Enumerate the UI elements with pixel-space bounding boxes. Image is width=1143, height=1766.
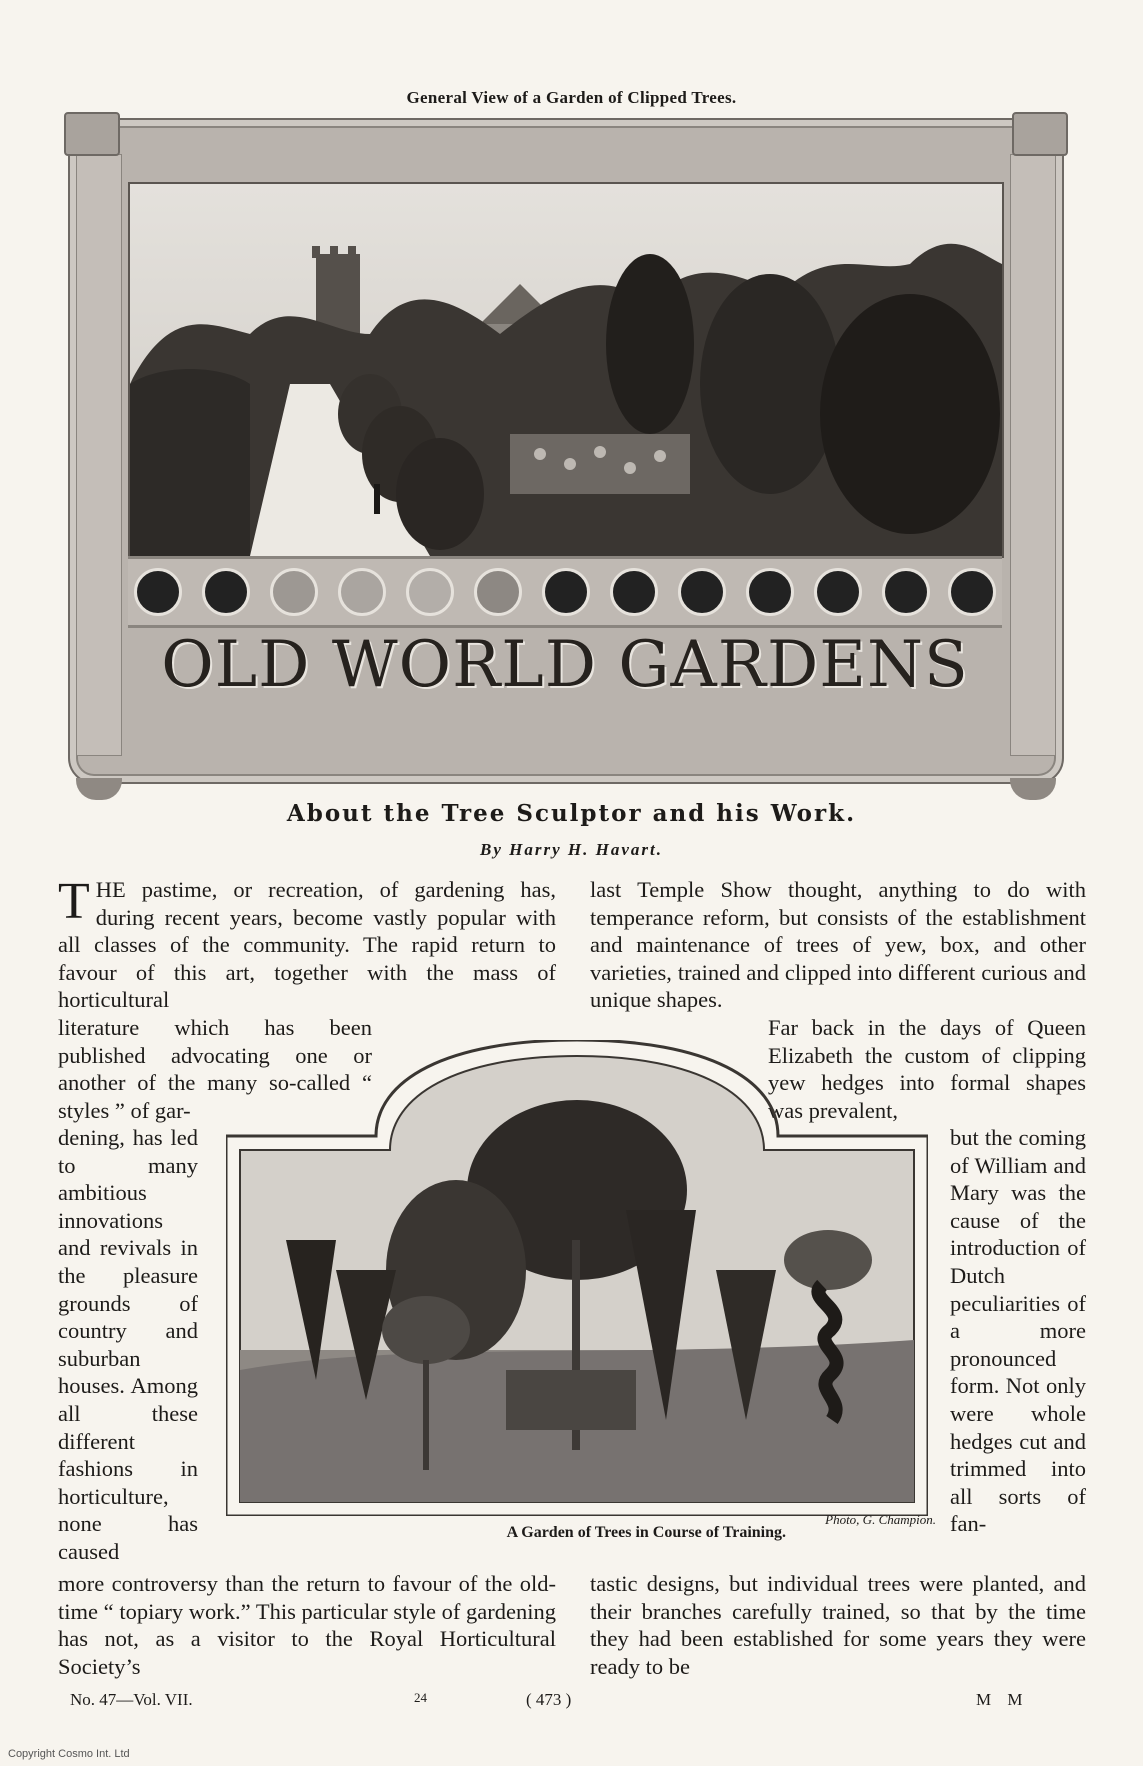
left-pillar bbox=[76, 154, 122, 756]
right-pillar-cap bbox=[1012, 112, 1068, 156]
text-block-top-right: last Temple Show thought, anything to do with temperance reform, but consists of the establishment and maintenance of trees of yew, box, and other varieties, trained and clipped into different curious and unique shapes. bbox=[590, 877, 1086, 1013]
rail-ring bbox=[678, 568, 726, 616]
left-pillar-cap bbox=[64, 112, 120, 156]
rail-ring bbox=[542, 568, 590, 616]
page-number: ( 473 ) bbox=[526, 1690, 572, 1709]
text-block-top-left bbox=[58, 873, 556, 1014]
text-block-narrow-left: dening, has led to many ambitious innovations and revivals in the pleasure grounds of country and suburban houses. Among all these different fashions in horticulture, none has caused bbox=[58, 1125, 198, 1564]
rail-ring bbox=[474, 568, 522, 616]
article-byline: By Harry H. Havart. bbox=[480, 840, 663, 859]
printer-signature: M M bbox=[976, 1690, 1029, 1709]
balustrade-rail bbox=[128, 556, 1002, 628]
text-block-mid-right: Far back in the days of Queen Elizabeth the custom of clipping yew hedges into formal shapes was prevalent, bbox=[768, 1015, 1086, 1123]
article-subtitle: About the Tree Sculptor and his Work. bbox=[286, 800, 857, 827]
garden-overview-photo bbox=[128, 182, 1004, 558]
signature-number: 24 bbox=[414, 1690, 427, 1705]
rail-ring bbox=[814, 568, 862, 616]
rail-ring bbox=[270, 568, 318, 616]
left-pillar-foot bbox=[76, 778, 122, 800]
banner-title: OLD WORLD GARDENS bbox=[161, 628, 969, 702]
rail-ring bbox=[948, 568, 996, 616]
rail-ring bbox=[746, 568, 794, 616]
rail-ring bbox=[202, 568, 250, 616]
banner-frame bbox=[68, 118, 1064, 784]
rail-ring bbox=[610, 568, 658, 616]
paragraph-intro: HE pastime, or recreation, of gardening has, during recent years, become vastly popular with all classes of the community. The rapid return to favour of this art, together with the mass of horticultural bbox=[58, 877, 556, 1013]
text-block-mid-left: literature which has been published advocating one or another of the many so-called “ styles ” of gar- bbox=[58, 1015, 372, 1123]
text-block-narrow-right: but the coming of William and Mary was the cause of the introduction of Dutch peculiarities of a more pronounced form. Not only were whole hedges cut and trimmed into all sorts of fan- bbox=[950, 1125, 1086, 1537]
rail-ring bbox=[134, 568, 182, 616]
copyright-watermark: Copyright Cosmo Int. Ltd bbox=[8, 1748, 130, 1760]
text-block-bottom-right: tastic designs, but individual trees were planted, and their branches carefully trained, so that by the time they had been established for some years they were ready to be bbox=[590, 1571, 1086, 1679]
topiary-training-photo bbox=[226, 1040, 928, 1516]
page-footer bbox=[0, 1690, 1143, 1714]
text-block-bottom-left: more controversy than the return to favour of the old-time “ topiary work.” This particular style of gardening has not, as a visitor to the Royal Horticultural Society’s bbox=[58, 1571, 556, 1679]
rail-ring bbox=[882, 568, 930, 616]
figure-caption: A Garden of Trees in Course of Training. bbox=[506, 1524, 786, 1541]
rail-ring bbox=[338, 568, 386, 616]
photo-credit: Photo, G. Champion. bbox=[825, 1512, 936, 1527]
top-photo-caption: General View of a Garden of Clipped Trees. bbox=[406, 88, 737, 107]
drop-cap: T bbox=[58, 873, 90, 930]
issue-volume: No. 47—Vol. VII. bbox=[70, 1690, 193, 1709]
right-pillar-foot bbox=[1010, 778, 1056, 800]
rail-ring bbox=[406, 568, 454, 616]
right-pillar bbox=[1010, 154, 1056, 756]
